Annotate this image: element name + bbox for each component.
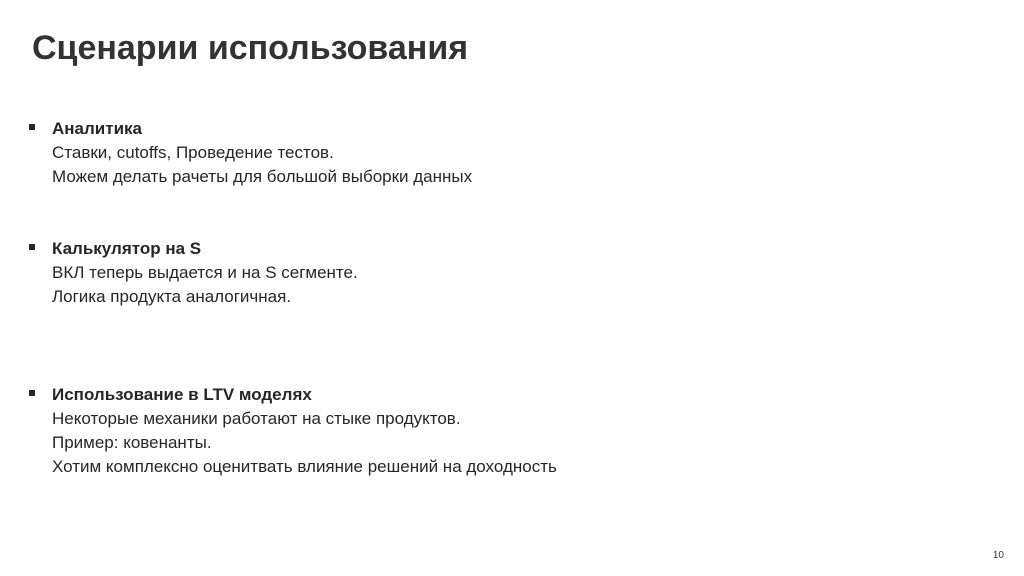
slide-title: Сценарии использования (32, 29, 469, 67)
bullet-heading: Аналитика (52, 119, 142, 138)
bullet-text (52, 237, 812, 309)
bullet-heading: Использование в LTV моделях (52, 385, 312, 404)
bullet-line: ВКЛ теперь выдается и на S сегменте. (52, 263, 358, 282)
bullet-line: Хотим комплексно оценитвать влияние решений на доходность (52, 457, 557, 476)
bullet-line: Ставки, cutoffs, Проведение тестов. (52, 143, 334, 162)
bullet-line: Логика продукта аналогичная. (52, 287, 292, 306)
bullet-text (52, 383, 812, 479)
bullet-line: Некоторые механики работают на стыке продуктов. (52, 409, 461, 428)
page-number: 10 (992, 550, 1004, 561)
bullet-heading: Калькулятор на S (52, 239, 202, 258)
bullet-text (52, 117, 812, 189)
bullet-line: Пример: ковенанты. (52, 433, 212, 452)
square-bullet-icon (29, 390, 35, 396)
bullet-line: Можем делать рачеты для большой выборки данных (52, 167, 473, 186)
square-bullet-icon (29, 124, 35, 130)
square-bullet-icon (29, 244, 35, 250)
